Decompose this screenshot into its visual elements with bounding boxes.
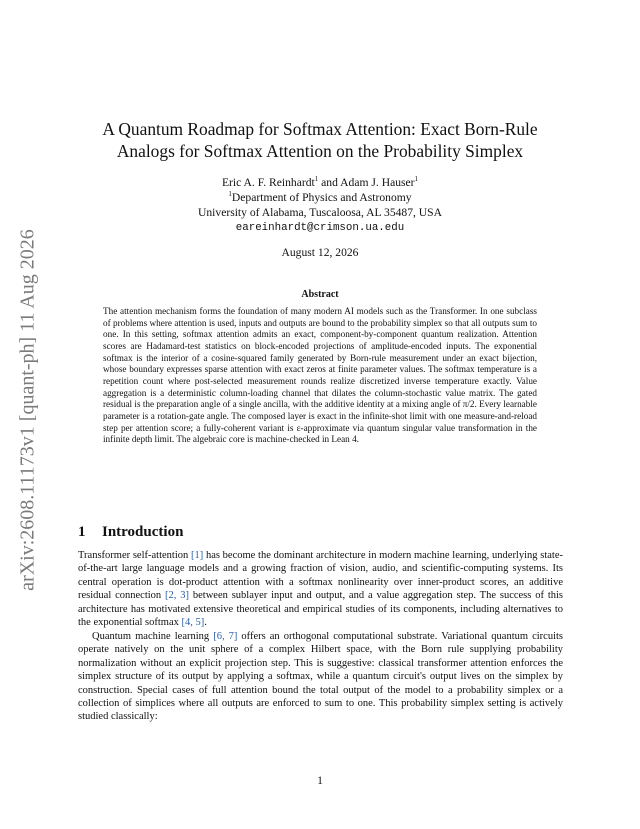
author-2: Adam J. Hauser xyxy=(340,176,415,189)
author-email[interactable]: eareinhardt@crimson.ua.edu xyxy=(235,222,405,234)
section-number: 1 xyxy=(78,524,86,540)
intro-p1-text-4: . xyxy=(204,617,207,629)
intro-p2-text-1: Quantum machine learning xyxy=(92,630,214,642)
intro-p2-text-2: offers an orthogonal computational substrate. Variational quantum circuits operate natively on the unit sphere of a complex Hilbert space, with the Born rule supplying probability normalization without an explicit projection step. This is suggestive: classical transformer attention enforces the simplex structure of its output by applying a softmax, while a quantum circuit's output lives on the simplex by construction. Special cases of full attention bound the total output of the model to a probability simplex or a collection of simplices where all outputs are enforced to sum to one. This probability simplex setting is actively studied classically: xyxy=(78,630,564,723)
affiliation-university: University of Alabama, Tuscaloosa, AL 35487, USA xyxy=(198,206,442,219)
affiliation-mark: 1 xyxy=(228,190,232,199)
paper-title xyxy=(80,118,560,162)
abstract-heading: Abstract xyxy=(301,289,339,300)
citation-link[interactable]: [4, 5] xyxy=(181,617,205,629)
author-1: Eric A. F. Reinhardt xyxy=(221,176,315,189)
citation-link[interactable]: [6, 7] xyxy=(213,630,238,642)
arxiv-sidebar xyxy=(6,160,50,660)
abstract-text: The attention mechanism forms the foundation of many modern AI models such as the Transformer. In one subclass of problems where attention is used, inputs and outputs are bound to the probability simplex so that all outputs sum to one. In this setting, softmax attention admits an exact, component-by-component quantum realization. Attention scores are Hadamard-test statistics on block-encoded projections of amplitude-encoded inputs. The exponential softmax is the interior of a cosine-squared family generated by Born-rule measurement under an exact bijection, whose boundary expresses sparse attention with exact zeros at finite parameter values. The softmax temperature is a repetition count where post-selected measurement rounds realize discretized inverse temperature exactly. Value aggregation is a deterministic column-loading channel that dilates the column-stochastic value matrix. The gated residual is the preparation angle of a single ancilla, with the additive identity at a mixing angle of π/2. Every learnable parameter is a rotation-gate angle. The composed layer is exact in the infinite-shot limit with one measure-and-reload step per attention score; a fully-coherent variant is ε-approximate via quantum singular value transformation in the infinite depth limit. The algebraic core is machine-checked in Lean 4. xyxy=(103,306,537,445)
title-line-1: A Quantum Roadmap for Softmax Attention: Exact Born-Rule xyxy=(102,119,538,139)
author-1-affiliation-mark: 1 xyxy=(314,175,319,184)
affiliation-department xyxy=(80,191,560,206)
page-number: 1 xyxy=(317,774,323,787)
author-conjunction: and xyxy=(318,176,341,189)
intro-p1-text-1: Transformer self-attention xyxy=(78,550,191,561)
paper-date: August 12, 2026 xyxy=(281,246,359,259)
citation-link[interactable]: [1] xyxy=(190,550,204,561)
authors xyxy=(80,176,560,191)
title-line-2: Analogs for Softmax Attention on the Probability Simplex xyxy=(116,141,524,161)
department: Department of Physics and Astronomy xyxy=(231,191,412,204)
introduction-body xyxy=(78,549,563,724)
section-title: Introduction xyxy=(102,524,184,540)
section-heading xyxy=(78,524,183,541)
intro-p1-text-3: between sublayer input and output, and a value aggregation step. The success of this architecture has motivated extensive theoretical and empirical studies of its components, including alternatives to the exponential softmax xyxy=(78,590,563,629)
author-2-affiliation-mark: 1 xyxy=(414,175,419,184)
arxiv-identifier: arXiv:2608.11173v1 [quant-ph] 11 Aug 2026 xyxy=(16,229,39,591)
intro-paragraph-1 xyxy=(78,549,563,630)
citation-link[interactable]: [2, 3] xyxy=(165,590,190,602)
intro-paragraph-2 xyxy=(78,630,563,724)
intro-p1-text-2: has become the dominant architecture in modern machine learning, underlying state-of-the-art large language models and a growing fraction of vision, audio, and scientific-computing systems. Its central operation is dot-product attention with a softmax nonlinearity over inner-product scores, an additive residual connection xyxy=(78,550,563,602)
